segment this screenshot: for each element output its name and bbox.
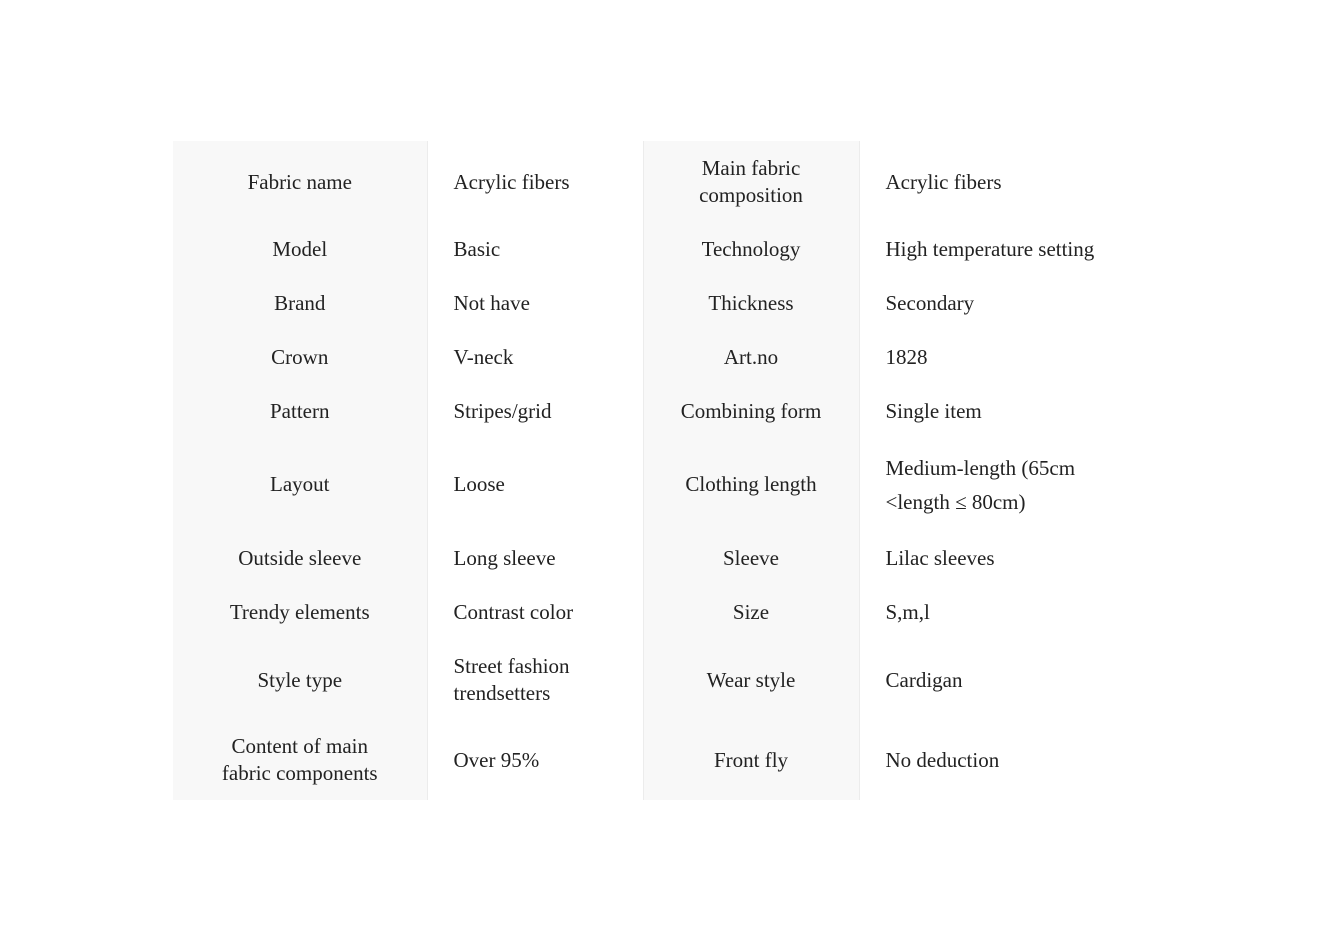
table-row <box>173 223 1149 276</box>
spec-key: Style type <box>173 640 427 720</box>
spec-value: 1828 <box>859 330 1149 384</box>
spec-value: Cardigan <box>859 640 1149 720</box>
spec-value: Long sleeve <box>427 531 643 585</box>
spec-value: Stripes/grid <box>427 384 643 438</box>
product-spec-table <box>173 141 1149 800</box>
table-row <box>173 276 1149 330</box>
spec-key: Fabric name <box>173 141 427 223</box>
spec-table-body <box>173 141 1149 800</box>
spec-value: Lilac sleeves <box>859 531 1149 585</box>
spec-value: Acrylic fibers <box>859 141 1149 223</box>
spec-value: Loose <box>427 438 643 531</box>
spec-key: Combining form <box>643 384 859 438</box>
spec-key: Technology <box>643 223 859 276</box>
spec-value: Not have <box>427 276 643 330</box>
spec-value: Contrast color <box>427 585 643 640</box>
table-row <box>173 585 1149 640</box>
spec-key: Wear style <box>643 640 859 720</box>
spec-key: Art.no <box>643 330 859 384</box>
spec-value: V-neck <box>427 330 643 384</box>
table-row <box>173 330 1149 384</box>
spec-value-text: Medium-length (65cm <length ≤ 80cm) <box>885 455 1076 514</box>
spec-key: Sleeve <box>643 531 859 585</box>
table-row <box>173 720 1149 800</box>
table-row <box>173 384 1149 438</box>
spec-key <box>643 141 859 223</box>
spec-value: Basic <box>427 223 643 276</box>
spec-value <box>427 640 643 720</box>
spec-key: Clothing length <box>643 438 859 531</box>
spec-key: Thickness <box>643 276 859 330</box>
spec-key: Layout <box>173 438 427 531</box>
spec-key-text: Main fabric composition <box>699 156 803 207</box>
spec-value <box>859 438 1149 531</box>
spec-key: Outside sleeve <box>173 531 427 585</box>
spec-value: Secondary <box>859 276 1149 330</box>
spec-key <box>173 720 427 800</box>
spec-value: S,m,l <box>859 585 1149 640</box>
spec-value: Acrylic fibers <box>427 141 643 223</box>
table-row <box>173 438 1149 531</box>
spec-value: No deduction <box>859 720 1149 800</box>
table-row <box>173 531 1149 585</box>
spec-value: High temperature setting <box>859 223 1149 276</box>
spec-key: Pattern <box>173 384 427 438</box>
spec-value-text: Street fashion trendsetters <box>453 654 570 705</box>
table-row <box>173 640 1149 720</box>
spec-key: Trendy elements <box>173 585 427 640</box>
spec-value: Single item <box>859 384 1149 438</box>
spec-key: Brand <box>173 276 427 330</box>
spec-key: Model <box>173 223 427 276</box>
spec-key: Front fly <box>643 720 859 800</box>
spec-key-text: Content of main fabric components <box>221 734 378 785</box>
table-row <box>173 141 1149 223</box>
spec-value: Over 95% <box>427 720 643 800</box>
spec-key: Crown <box>173 330 427 384</box>
spec-key: Size <box>643 585 859 640</box>
